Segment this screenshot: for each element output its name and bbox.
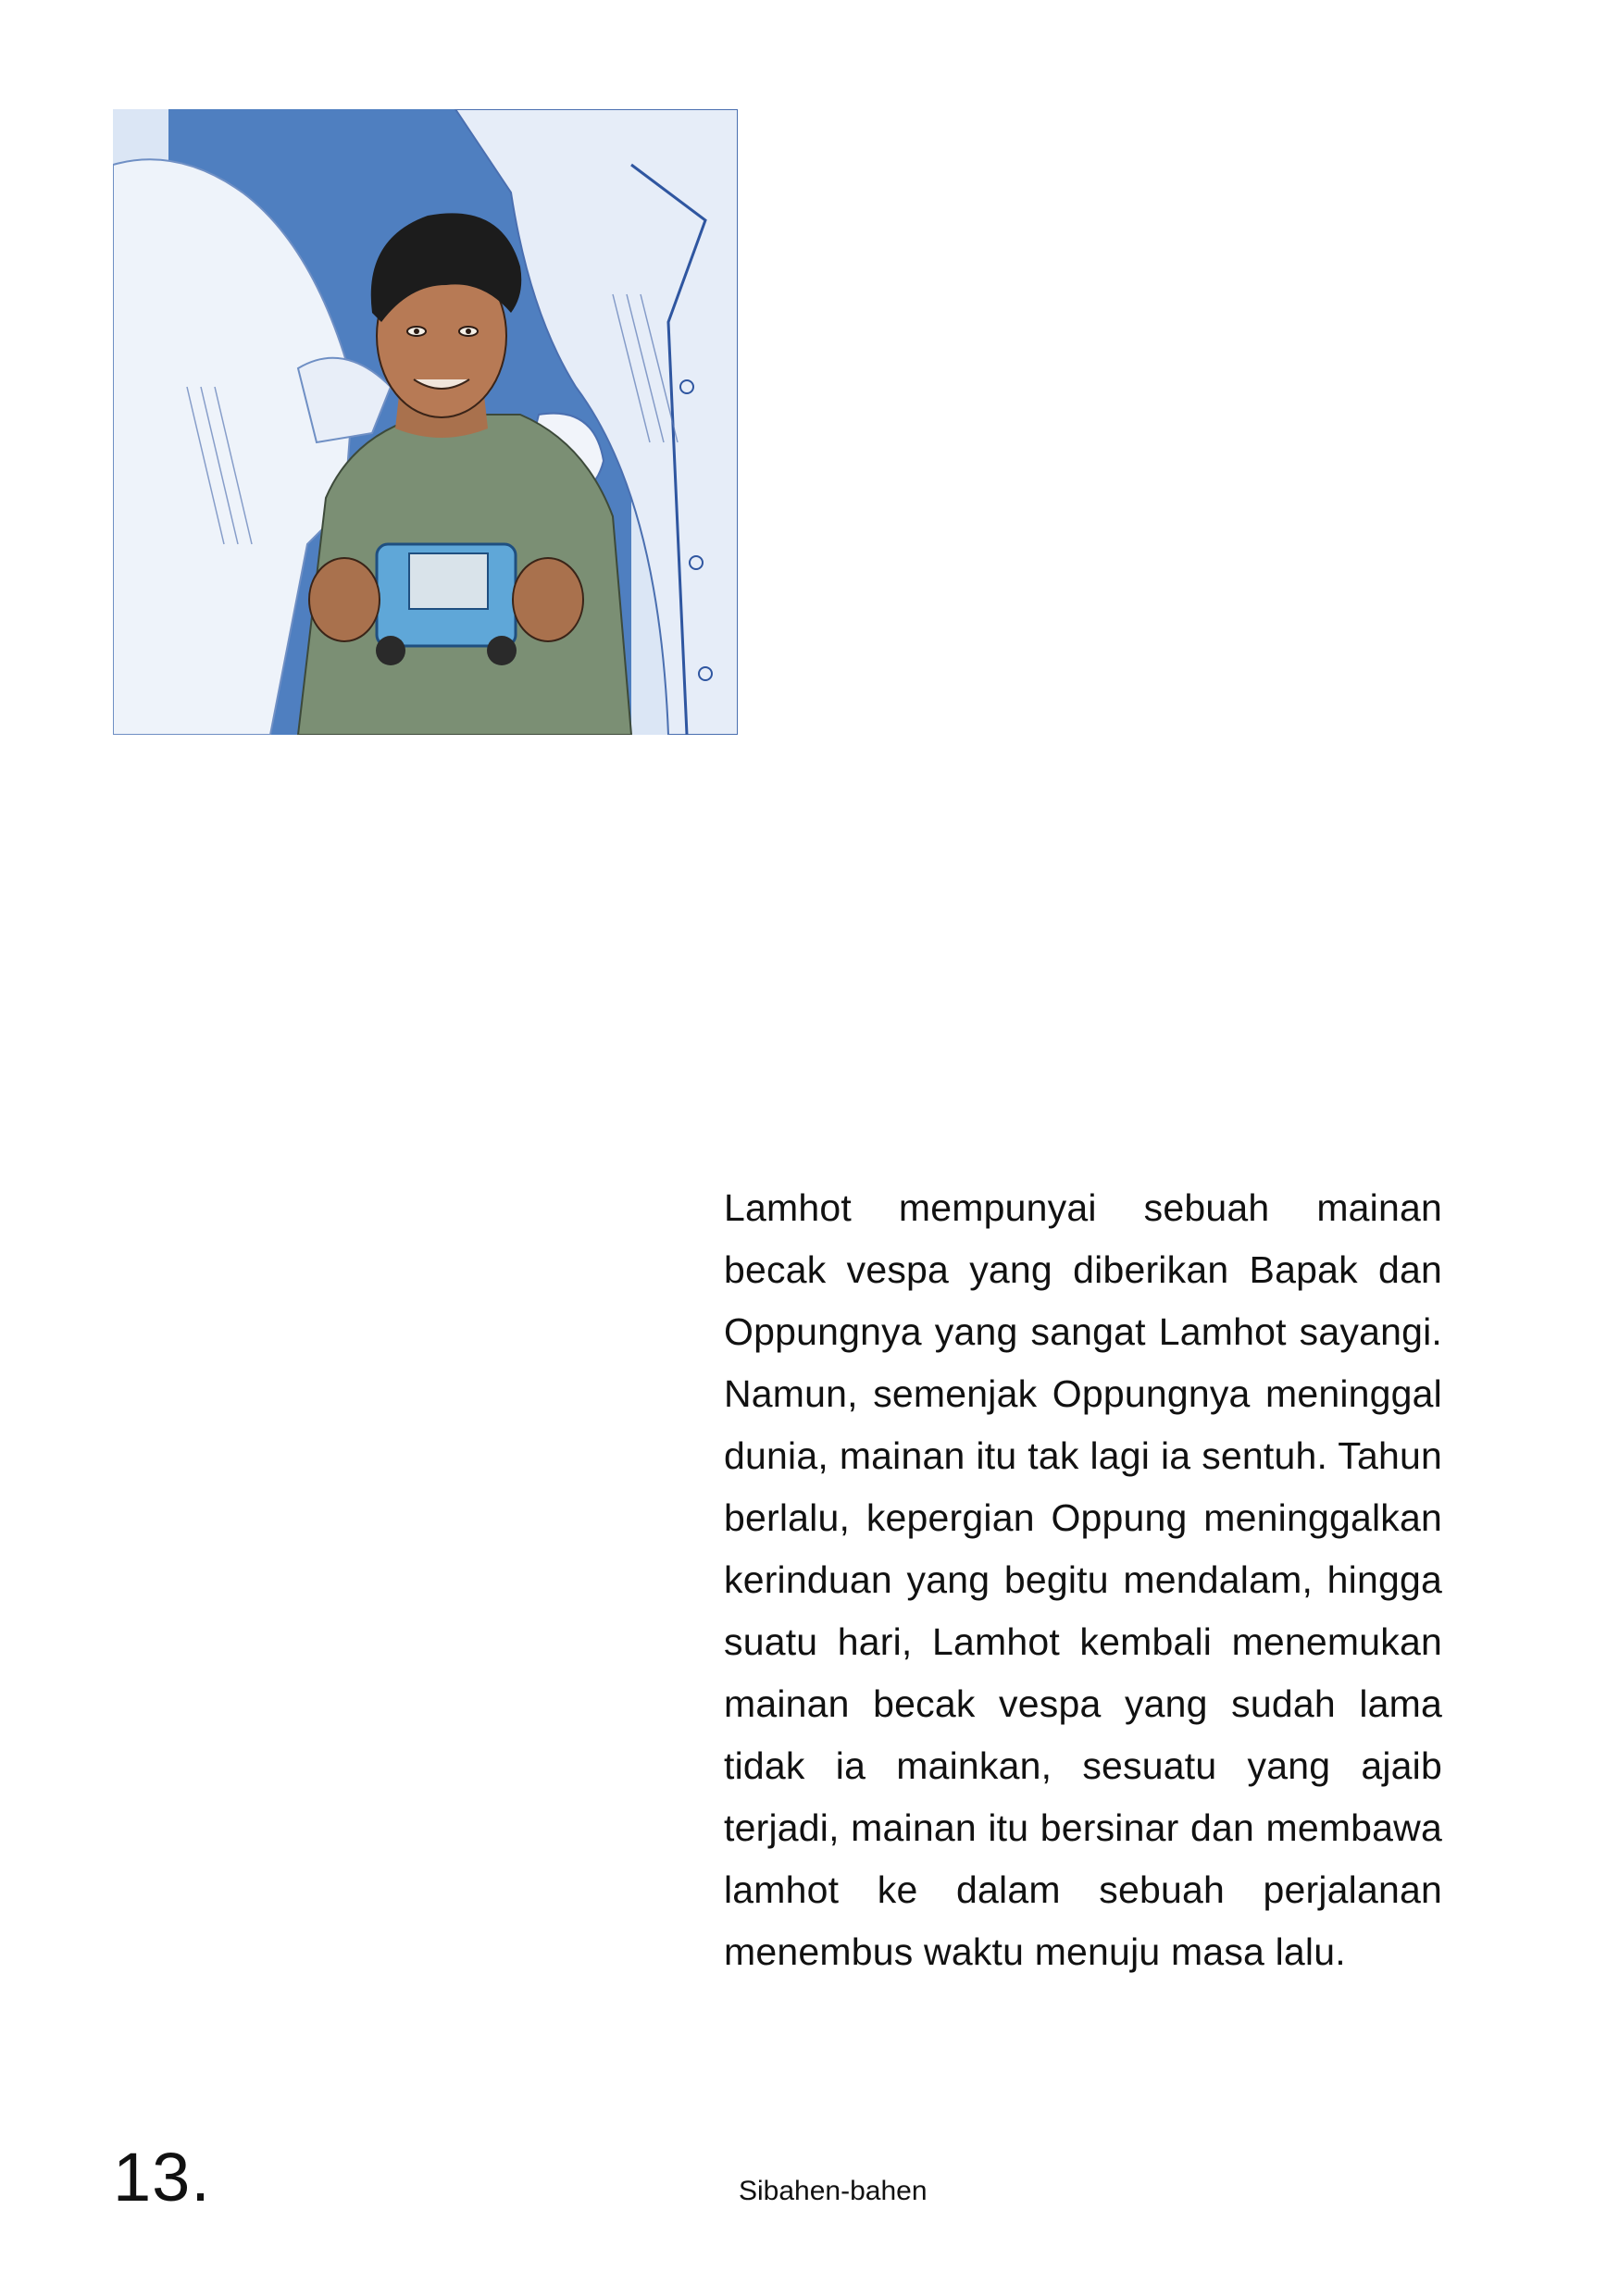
page-number: 13. (113, 2139, 211, 2215)
boy-holding-toy-becak-illustration (113, 109, 738, 735)
story-paragraph: Lamhot mempunyai sebuah mainan becak vespa yang diberikan Bapak dan Oppungnya yang sangat Lamhot sayangi. Namun, semenjak Oppungnya meninggal dunia, mainan itu tak lagi ia sentuh. Tahun berlalu, kepergian Oppung meninggalkan kerinduan yang begitu mendalam, hingga suatu hari, Lamhot kembali menemukan mainan becak vespa yang sudah lama tidak ia mainkan, sesuatu yang ajaib terjadi, mainan itu bersinar dan membawa lamhot ke dalam sebuah perjalanan menembus waktu menuju masa lalu. (724, 1186, 1442, 1973)
story-illustration (113, 109, 738, 735)
book-title: Sibahen-bahen (739, 2176, 928, 2206)
